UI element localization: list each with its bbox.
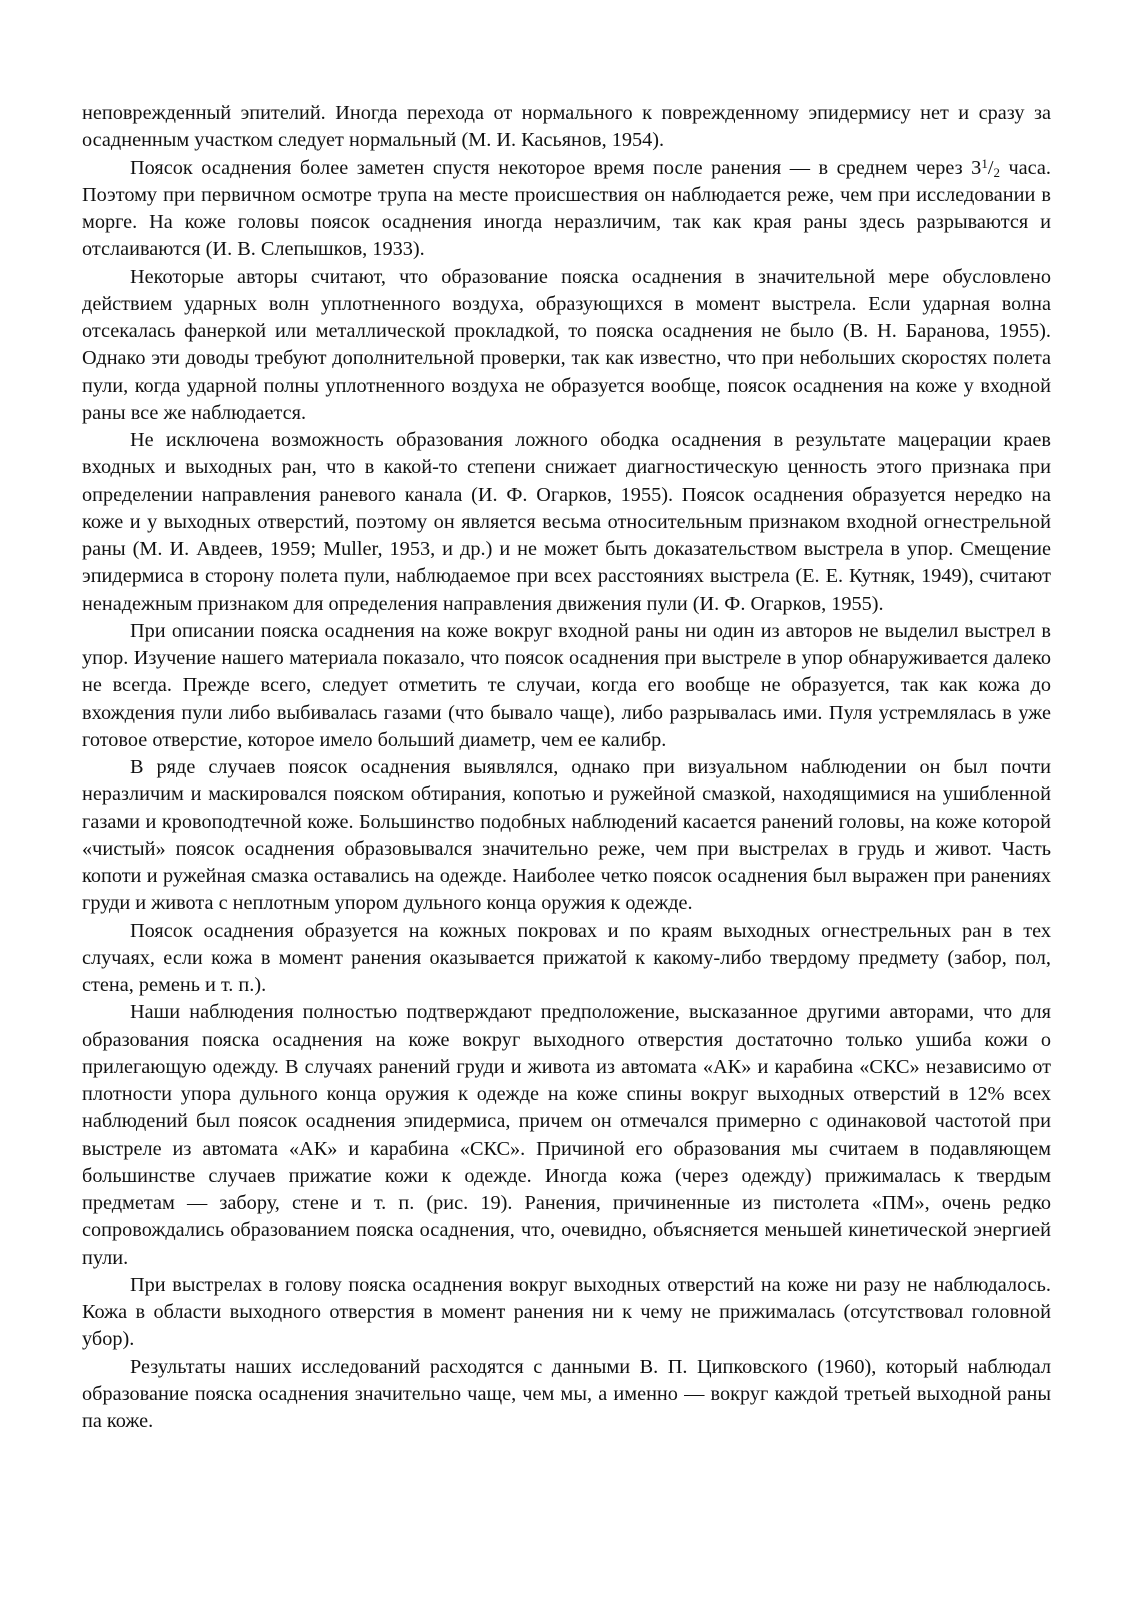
fraction-three-and-a-half: $3^1/_2$ [971,155,1000,180]
fraction-whole: 3 [971,156,982,179]
paragraph-contact-shot: При описании пояска осаднения на коже вокруг входной раны ни один из авторов не выделил выстрел в упор. Изучение нашего материала показало, что поясок осаднения при выстреле в упор обнаруживается далеко не всегда. Прежде всего, следует отметить те случаи, когда его вообще не образуется, так как кожа до вхождения пули либо выбивалась газами (что бывало чаще), либо разрывалась ими. Пуля устремлялась в уже готовое отверстие, которое имело больший диаметр, чем ее калибр. [82,619,1051,751]
paragraph-false-rim: Не исключена возможность образования ложного ободка осаднения в результате мацерации краев входных и выходных ран, что в какой-то степени снижает диагностическую ценность этого признака при определении направления раневого канала (И. Ф. Огарков, 1955). Поясок осаднения образуется нередко на коже и у выходных отверстий, поэтому он является весьма относительным признаком входной огнестрельной раны (М. И. Авдеев, 1959; Muller, 1953, и др.) и не может быть доказательством выстрела в упор. Смещение эпидермиса в сторону полета пули, наблюдаемое при всех расстояниях выстрела (Е. Е. Кутняк, 1949), считают ненадежным признаком для определения направления движения пули (И. Ф. Огарков, 1955). [82,429,1051,615]
paragraph-head-shots: При выстрелах в голову пояска осаднения вокруг выходных отверстий на коже ни разу не наблюдалось. Кожа в области выходного отверстия в момент ранения ни к чему не прижималась (отсутствовал головной убор). [82,1273,1051,1351]
paragraph-text: Поясок осаднения более заметен спустя некоторое время после ранения — в среднем через [130,156,972,179]
paragraph-continuation: неповрежденный эпителий. Иногда перехода от нормального к поврежденному эпидермису нет и сразу за осадненным участком следует нормальный (М. И. Касьянов, 1954). [82,102,1051,152]
paragraph-shock-wave: Некоторые авторы считают, что образование пояска осаднения в значительной мере обусловлено действием ударных волн уплотненного воздуха, образующихся в момент выстрела. Если ударная волна отсекалась фанеркой или металлической прокладкой, то пояска осаднения не было (В. Н. Баранова, 1955). Однако эти доводы требуют дополнительной проверки, так как известно, что при небольших скоростях полета пули, когда ударной полны уплотненного воздуха не образуется вообще, поясок осаднения на коже у входной раны все же наблюдается. [82,265,1051,424]
paragraph-text: часа. Поэтому при первичном осмотре трупа на месте происшествия он наблюдается реже, чем при исследовании в морге. На коже головы поясок осаднения иногда неразличим, так как края раны здесь разрываются и отслаиваются (И. В. Слепышков, 1933). [82,156,1052,261]
fraction-denominator: 2 [993,164,1000,180]
document-page [82,100,1051,1435]
paragraph-abrasion-timing [82,155,1051,264]
paragraph-results: Результаты наших исследований расходятся с данными В. П. Ципковского (1960), который наблюдал образование пояска осаднения значительно чаще, чем мы, а именно — вокруг каждой третьей выходной раны па коже. [82,1355,1051,1432]
paragraph-observations: Наши наблюдения полностью подтверждают предположение, высказанное другими авторами, что для образования пояска осаднения на коже вокруг выходного отверстия достаточно только ушиба кожи о прилегающую одежду. В случаях ранений груди и живота из автомата «АК» и карабина «СКС» независимо от плотности упора дульного конца оружия к одежде на коже спины вокруг выходных отверстий в 12% всех наблюдений был поясок осаднения эпидермиса, причем он отмечался примерно с одинаковой частотой при выстреле из автомата «АК» и карабина «СКС». Причиной его образования мы считаем в подавляющем большинстве случаев прижатие кожи к одежде. Иногда кожа (через одежду) прижималась к твердым предметам — забору, стене и т. п. (рис. 19). Ранения, причиненные из пистолета «ПМ», очень редко сопровождались образованием пояска осаднения, что, очевидно, объясняется меньшей кинетической энергией пули. [82,1001,1051,1269]
paragraph-exit-wounds: Поясок осаднения образуется на кожных покровах и по краям выходных огнестрельных ран в тех случаях, если кожа в момент ранения оказывается прижатой к какому-либо твердому предмету (забор, пол, стена, ремень и т. п.). [82,919,1051,996]
paragraph-masking: В ряде случаев поясок осаднения выявлялся, однако при визуальном наблюдении он был почти неразличим и маскировался пояском обтирания, копотью и ружейной смазкой, находящимися на ушибленной газами и кровоподтечной коже. Большинство подобных наблюдений касается ранений головы, на коже которой «чистый» поясок осаднения образовывался значительно реже, чем при выстрелах в грудь и живот. Часть копоти и ружейная смазка оставались на одежде. Наиболее четко поясок осаднения был выражен при ранениях груди и живота с неплотным упором дульного конца оружия к одежде. [82,756,1051,915]
fraction-numerator: 1 [981,155,988,171]
